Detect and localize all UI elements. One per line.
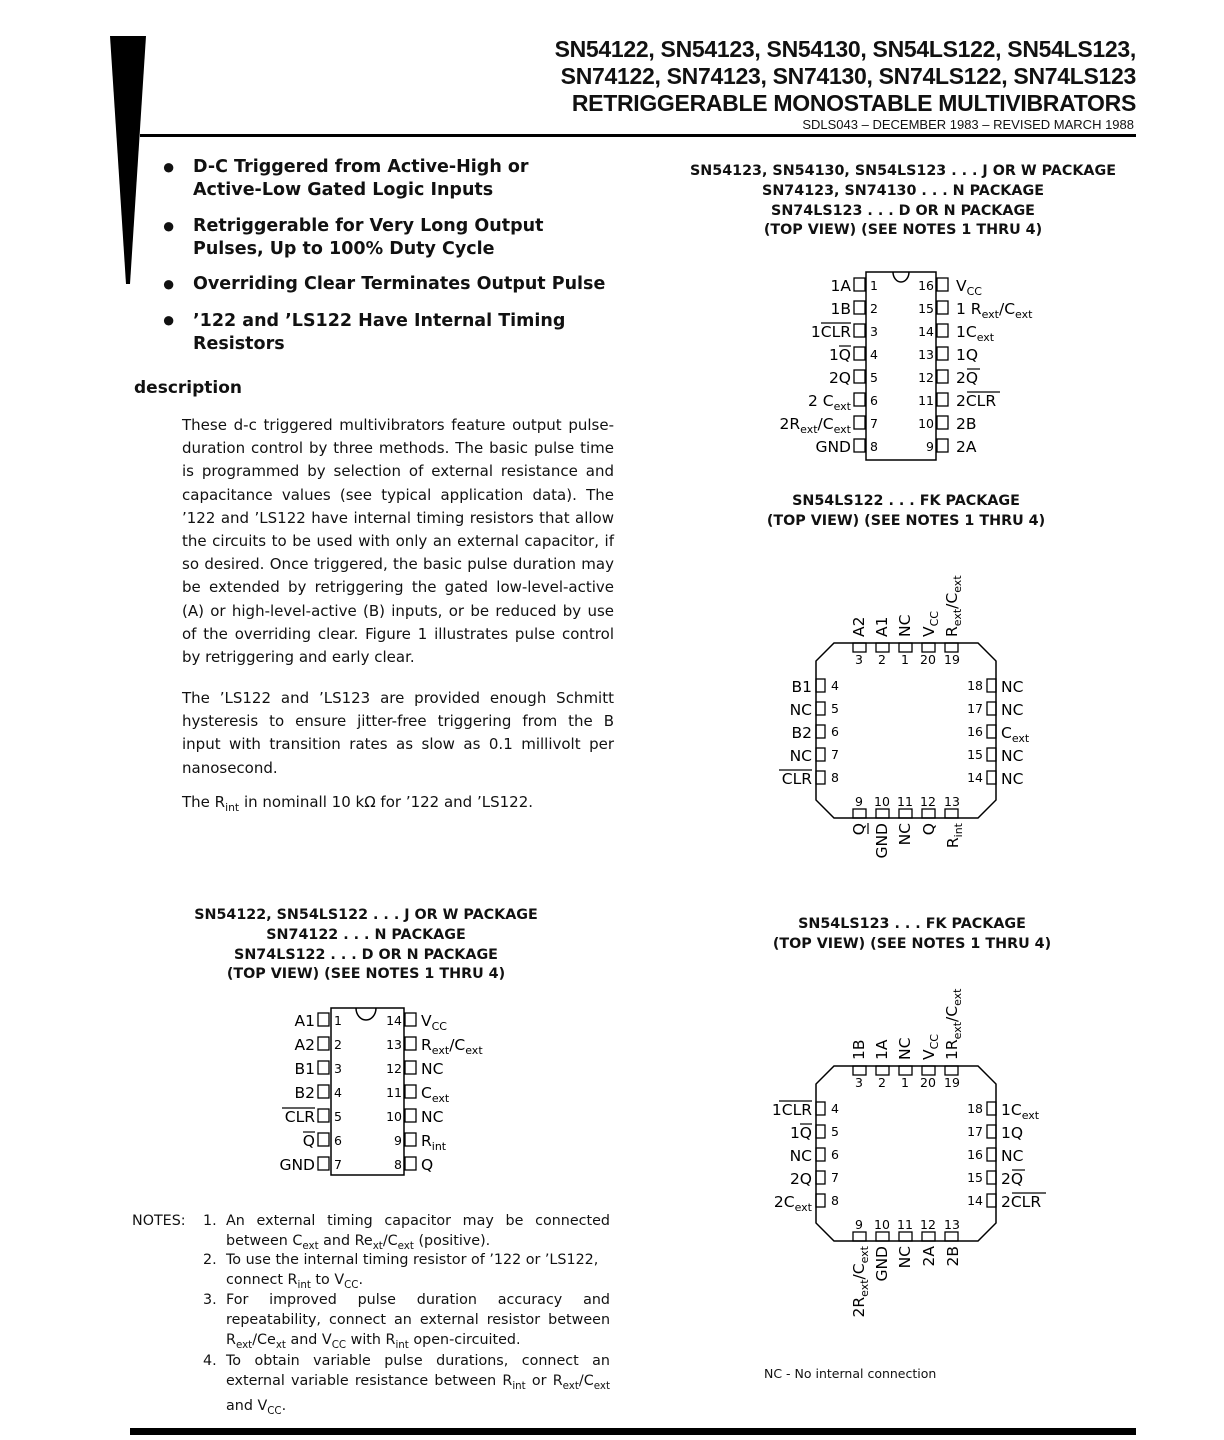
svg-text:10: 10 bbox=[386, 1109, 402, 1124]
pkg-122-dip-title: SN54122, SN54LS122 . . . J OR W PACKAGE SN74122 . . . N PACKAGE SN74LS122 . . . D OR N PACKAGE (TOP VIEW) (SEE NOTES 1 THRU 4) bbox=[194, 907, 538, 983]
dip14-pinout bbox=[279, 1008, 483, 1175]
svg-text:A1: A1 bbox=[294, 1012, 315, 1030]
svg-text:GND: GND bbox=[279, 1156, 315, 1174]
svg-text:NC: NC bbox=[789, 747, 812, 765]
svg-text:A1: A1 bbox=[873, 616, 891, 637]
svg-text:2Q: 2Q bbox=[789, 1170, 812, 1188]
svg-text:9: 9 bbox=[394, 1133, 402, 1148]
fk-ls123-pinout bbox=[772, 988, 1046, 1318]
pkg-122-fk-title: SN54LS122 . . . FK PACKAGE (TOP VIEW) (SEE NOTES 1 THRU 4) bbox=[766, 493, 1046, 529]
svg-text:15: 15 bbox=[918, 301, 934, 316]
pkg-123-fk-title: SN54LS123 . . . FK PACKAGE (TOP VIEW) (SEE NOTES 1 THRU 4) bbox=[772, 916, 1052, 952]
svg-text:12: 12 bbox=[918, 370, 934, 385]
svg-text:GND: GND bbox=[873, 1246, 891, 1282]
svg-text:B2: B2 bbox=[294, 1084, 315, 1102]
feature-3: Overriding Clear Terminates Output Pulse bbox=[193, 274, 606, 294]
svg-text:14: 14 bbox=[918, 324, 934, 339]
bullet: ● bbox=[162, 271, 176, 296]
svg-text:1: 1 bbox=[870, 278, 878, 293]
svg-text:A2: A2 bbox=[294, 1036, 315, 1054]
svg-text:2: 2 bbox=[870, 301, 878, 316]
svg-text:17: 17 bbox=[967, 701, 983, 716]
svg-text:2: 2 bbox=[878, 652, 886, 667]
svg-text:4: 4 bbox=[334, 1085, 342, 1100]
svg-text:19: 19 bbox=[944, 1075, 960, 1090]
description-heading: description bbox=[134, 378, 243, 398]
note-4: To obtain variable pulse durations, connect an external variable resistance between $R_{int}$ or $R_{ext}/C_{ext}$ and $V_{CC}$. bbox=[226, 1353, 610, 1417]
svg-text:8: 8 bbox=[831, 1193, 839, 1208]
svg-text:8: 8 bbox=[870, 439, 878, 454]
bullet: ● bbox=[162, 307, 176, 332]
svg-text:12: 12 bbox=[920, 794, 936, 809]
description-para-2: The ’LS122 and ’LS123 are provided enough Schmitt hysteresis to ensure jitter-free triggering from the B input with transition rates as slow as 0.1 millivolt per nanosecond. bbox=[182, 689, 614, 777]
svg-text:4: 4 bbox=[831, 1101, 839, 1116]
svg-text:1Cext: $1C_{ext}$ bbox=[956, 323, 995, 344]
fk-ls122-pinout bbox=[779, 575, 1030, 859]
svg-text:7: 7 bbox=[831, 747, 839, 762]
svg-text:12: 12 bbox=[920, 1217, 936, 1232]
svg-text:10: 10 bbox=[918, 416, 934, 431]
svg-text:VCC: $V_{CC}$ bbox=[920, 611, 941, 637]
svg-text:11: 11 bbox=[897, 794, 913, 809]
svg-text:4: 4 bbox=[870, 347, 878, 362]
svg-text:GND: GND bbox=[815, 438, 851, 456]
description-para-1: These d-c triggered multivibrators feature output pulse-duration control by three methods. The basic pulse time is programmed by selection of external resistance and capacitance values (see typical application data). The ’122 and ’LS122 have internal timing resistors that allow the circuits to be used with only an external capacitor, if so desired. Once triggered, the basic pulse duration may be extended by retriggering the gated low-level-active (A) or high-level-active (B) inputs, or be reduced by use of the overriding clear. Figure 1 illustrates pulse control by retriggering and early clear. bbox=[182, 416, 614, 667]
note-2: To use the internal timing resistor of ’122 or ’LS122, connect $R_{int}$ to $V_{CC}$. bbox=[226, 1252, 599, 1291]
svg-text:1: 1 bbox=[334, 1013, 342, 1028]
svg-text:17: 17 bbox=[967, 1124, 983, 1139]
svg-text:11: 11 bbox=[897, 1217, 913, 1232]
svg-text:2B: 2B bbox=[944, 1246, 962, 1267]
svg-text:2Q: 2Q bbox=[956, 369, 979, 387]
svg-text:7: 7 bbox=[334, 1157, 342, 1172]
svg-text:2A: 2A bbox=[920, 1246, 938, 1267]
feature-4: ’122 and ’LS122 Have Internal Timing Resistors bbox=[193, 311, 566, 354]
svg-text:1A: 1A bbox=[873, 1039, 891, 1060]
svg-text:4: 4 bbox=[831, 678, 839, 693]
svg-text:1Cext: $1C_{ext}$ bbox=[1001, 1101, 1040, 1122]
svg-text:13: 13 bbox=[944, 794, 960, 809]
feature-1: D-C Triggered from Active-High or Active-Low Gated Logic Inputs bbox=[193, 157, 529, 200]
svg-text:NC: NC bbox=[1001, 770, 1024, 788]
svg-text:10: 10 bbox=[874, 1217, 890, 1232]
svg-text:1 Rext/Cext: 1 $R_{ext}/C_{ext}$ bbox=[956, 300, 1033, 321]
svg-text:2Cext: $2C_{ext}$ bbox=[773, 1193, 812, 1214]
svg-text:Rext/Cext: $R_{ext}/C_{ext}$ bbox=[421, 1036, 483, 1057]
svg-text:9: 9 bbox=[855, 1217, 863, 1232]
svg-text:Cext: $C_{ext}$ bbox=[421, 1084, 450, 1105]
bullet: ● bbox=[162, 154, 176, 179]
svg-text:1B: 1B bbox=[830, 300, 851, 318]
svg-text:1CLR: 1CLR bbox=[810, 323, 851, 341]
notes-label: NOTES: bbox=[132, 1213, 186, 1229]
svg-text:Rint: $R_{int}$ bbox=[421, 1132, 447, 1153]
svg-text:2 Cext: 2 $C_{ext}$ bbox=[807, 392, 851, 413]
svg-text:3: 3 bbox=[334, 1061, 342, 1076]
note-1: An external timing capacitor may be connected between $C_{ext}$ and $Re_{xt}/C_{ext}$ (positive). bbox=[226, 1213, 610, 1252]
svg-text:1Q: 1Q bbox=[828, 346, 851, 364]
svg-text:6: 6 bbox=[831, 1147, 839, 1162]
svg-text:NC: NC bbox=[1001, 747, 1024, 765]
pkg-123-dip-title: SN54123, SN54130, SN54LS123 . . . J OR W PACKAGE SN74123, SN74130 . . . N PACKAGE SN74LS123 . . . D OR N PACKAGE (TOP VIEW) (SEE NOTES 1 THRU 4) bbox=[690, 163, 1116, 239]
footer-rule bbox=[130, 1428, 1136, 1435]
svg-text:5: 5 bbox=[334, 1109, 342, 1124]
svg-text:2Rext/Cext: $2R_{ext}/C_{ext}$ bbox=[779, 415, 851, 436]
svg-text:VCC: $V_{CC}$ bbox=[421, 1012, 447, 1033]
svg-text:1Q: 1Q bbox=[789, 1124, 812, 1142]
svg-text:Q: Q bbox=[302, 1132, 315, 1150]
svg-text:Q: Q bbox=[920, 823, 938, 836]
svg-text:NC: NC bbox=[896, 823, 914, 846]
svg-text:B1: B1 bbox=[294, 1060, 315, 1078]
svg-text:13: 13 bbox=[386, 1037, 402, 1052]
svg-text:11: 11 bbox=[918, 393, 934, 408]
note-3: For improved pulse duration accuracy and repeatability, connect an external resistor between $R_{ext}/Ce_{xt}$ and $V_{CC}$ with $R_{int}$ open-circuited. bbox=[226, 1292, 610, 1351]
svg-text:VCC: $V_{CC}$ bbox=[920, 1034, 941, 1060]
svg-text:A2: A2 bbox=[850, 616, 868, 637]
svg-text:1Q: 1Q bbox=[956, 346, 979, 364]
svg-text:GND: GND bbox=[873, 823, 891, 859]
svg-text:2: 2 bbox=[334, 1037, 342, 1052]
svg-text:6: 6 bbox=[831, 724, 839, 739]
svg-text:1: 1 bbox=[901, 1075, 909, 1090]
svg-text:1CLR: 1CLR bbox=[771, 1101, 812, 1119]
svg-text:NC: NC bbox=[896, 1246, 914, 1269]
svg-text:11: 11 bbox=[386, 1085, 402, 1100]
svg-text:18: 18 bbox=[967, 1101, 983, 1116]
svg-text:3: 3 bbox=[870, 324, 878, 339]
note-3-number: 3. bbox=[203, 1292, 217, 1308]
svg-text:13: 13 bbox=[918, 347, 934, 362]
svg-text:16: 16 bbox=[918, 278, 934, 293]
svg-text:B1: B1 bbox=[791, 678, 812, 696]
svg-text:1Rext/Cext: $1R_{ext}/C_{ext}$ bbox=[943, 988, 964, 1060]
svg-text:6: 6 bbox=[334, 1133, 342, 1148]
svg-text:9: 9 bbox=[926, 439, 934, 454]
dip16-pinout bbox=[780, 272, 1034, 460]
svg-text:CLR: CLR bbox=[284, 1108, 315, 1126]
svg-text:NC: NC bbox=[421, 1060, 444, 1078]
svg-text:14: 14 bbox=[967, 770, 983, 785]
svg-text:10: 10 bbox=[874, 794, 890, 809]
svg-text:5: 5 bbox=[870, 370, 878, 385]
svg-text:CLR: CLR bbox=[781, 770, 812, 788]
svg-text:Q: Q bbox=[850, 823, 868, 836]
doc-id: SDLS043 – DECEMBER 1983 – REVISED MARCH 1988 bbox=[802, 117, 1134, 132]
svg-text:7: 7 bbox=[870, 416, 878, 431]
svg-text:8: 8 bbox=[394, 1157, 402, 1172]
svg-text:5: 5 bbox=[831, 1124, 839, 1139]
svg-text:NC: NC bbox=[421, 1108, 444, 1126]
title-line-1: SN54122, SN54123, SN54130, SN54LS122, SN54LS123, bbox=[554, 36, 1136, 62]
note-1-number: 1. bbox=[203, 1213, 217, 1229]
svg-text:2Q: 2Q bbox=[1001, 1170, 1024, 1188]
svg-text:3: 3 bbox=[855, 1075, 863, 1090]
svg-text:12: 12 bbox=[386, 1061, 402, 1076]
svg-text:16: 16 bbox=[967, 724, 983, 739]
svg-text:15: 15 bbox=[967, 747, 983, 762]
svg-text:2B: 2B bbox=[956, 415, 977, 433]
description-para-3: The $R_{int}$ in nominall 10 kΩ for ’122 and ’LS122. bbox=[182, 793, 534, 814]
svg-text:2A: 2A bbox=[956, 438, 977, 456]
svg-text:1: 1 bbox=[901, 652, 909, 667]
svg-text:16: 16 bbox=[967, 1147, 983, 1162]
svg-text:Rext/Cext: $R_{ext}/C_{ext}$ bbox=[943, 575, 964, 637]
svg-text:19: 19 bbox=[944, 652, 960, 667]
svg-text:2CLR: 2CLR bbox=[1001, 1193, 1042, 1211]
svg-text:NC: NC bbox=[1001, 678, 1024, 696]
svg-text:Rint: $R_{int}$ bbox=[944, 823, 965, 849]
svg-text:NC: NC bbox=[789, 701, 812, 719]
svg-text:NC: NC bbox=[896, 1037, 914, 1060]
svg-text:1A: 1A bbox=[830, 277, 851, 295]
svg-text:2CLR: 2CLR bbox=[956, 392, 997, 410]
svg-text:NC: NC bbox=[789, 1147, 812, 1165]
title-line-2: SN74122, SN74123, SN74130, SN74LS122, SN74LS123 bbox=[560, 63, 1136, 89]
svg-text:14: 14 bbox=[386, 1013, 402, 1028]
svg-text:15: 15 bbox=[967, 1170, 983, 1185]
svg-text:NC: NC bbox=[896, 614, 914, 637]
svg-text:1B: 1B bbox=[850, 1039, 868, 1060]
svg-text:3: 3 bbox=[855, 652, 863, 667]
nc-legend: NC - No internal connection bbox=[764, 1366, 937, 1381]
svg-text:B2: B2 bbox=[791, 724, 812, 742]
bullet: ● bbox=[162, 213, 176, 238]
feature-2: Retriggerable for Very Long Output Pulses, Up to 100% Duty Cycle bbox=[193, 216, 544, 259]
svg-text:13: 13 bbox=[944, 1217, 960, 1232]
svg-text:Q: Q bbox=[421, 1156, 434, 1174]
svg-text:20: 20 bbox=[920, 1075, 936, 1090]
svg-text:18: 18 bbox=[967, 678, 983, 693]
note-2-number: 2. bbox=[203, 1252, 217, 1268]
svg-text:2: 2 bbox=[878, 1075, 886, 1090]
note-4-number: 4. bbox=[203, 1353, 217, 1369]
title-line-3: RETRIGGERABLE MONOSTABLE MULTIVIBRATORS bbox=[571, 90, 1136, 116]
svg-text:2Q: 2Q bbox=[828, 369, 851, 387]
svg-text:7: 7 bbox=[831, 1170, 839, 1185]
svg-text:5: 5 bbox=[831, 701, 839, 716]
svg-text:VCC: $V_{CC}$ bbox=[956, 277, 982, 298]
svg-text:NC: NC bbox=[1001, 1147, 1024, 1165]
svg-text:14: 14 bbox=[967, 1193, 983, 1208]
svg-text:20: 20 bbox=[920, 652, 936, 667]
svg-text:9: 9 bbox=[855, 794, 863, 809]
svg-text:8: 8 bbox=[831, 770, 839, 785]
svg-text:Cext: $C_{ext}$ bbox=[1001, 724, 1030, 745]
svg-text:2Rext/Cext: $2R_{ext}/C_{ext}$ bbox=[850, 1246, 871, 1318]
svg-text:1Q: 1Q bbox=[1001, 1124, 1024, 1142]
svg-text:6: 6 bbox=[870, 393, 878, 408]
svg-text:NC: NC bbox=[1001, 701, 1024, 719]
